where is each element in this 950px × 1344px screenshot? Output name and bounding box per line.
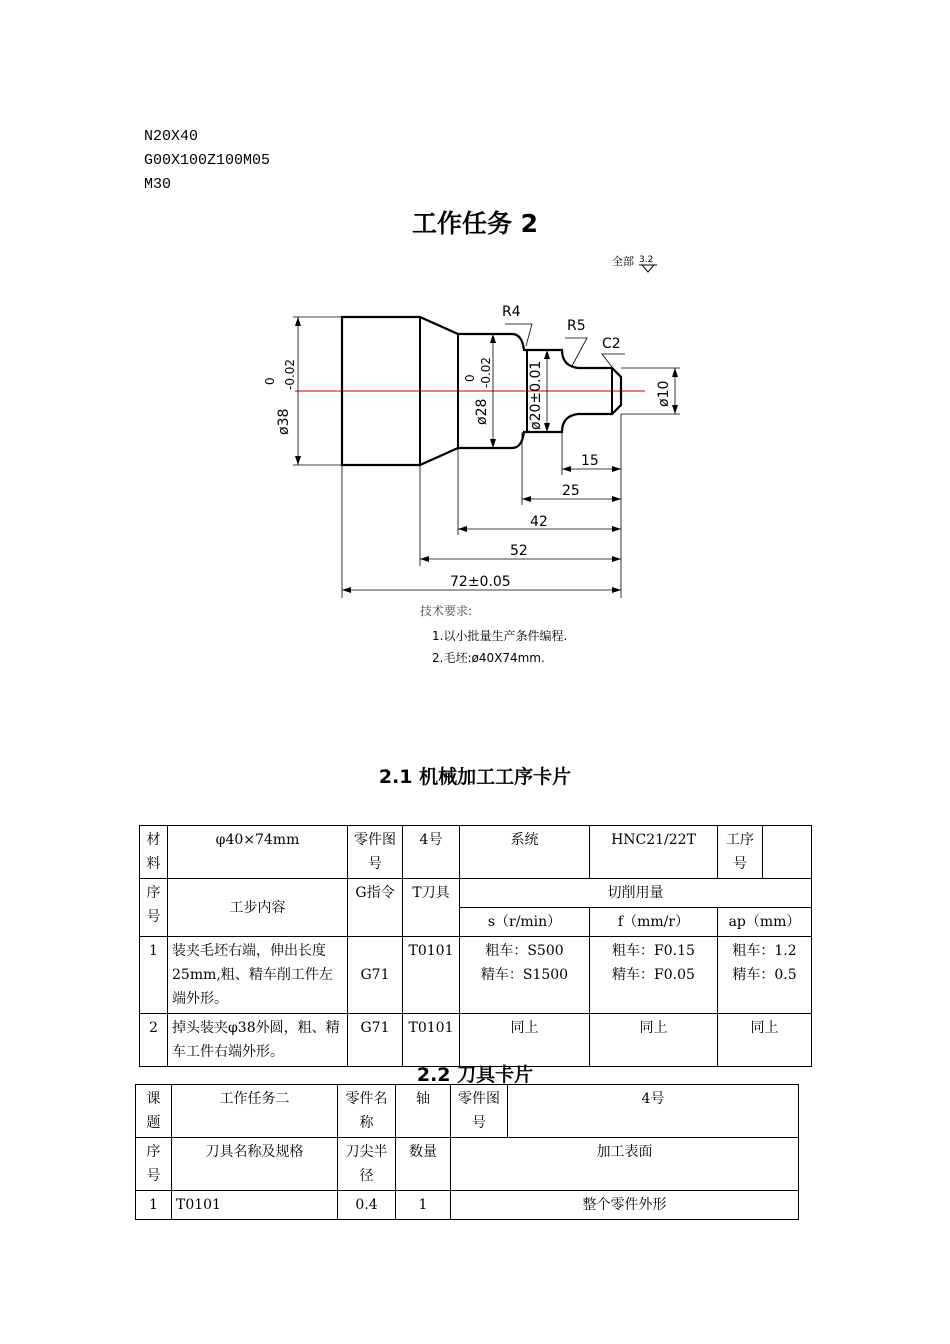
row1-seq: 1 bbox=[140, 937, 168, 1014]
section-process-card: 2.1 机械加工工序卡片 bbox=[378, 766, 572, 788]
qty-label: 数量 bbox=[396, 1138, 451, 1191]
page-title: 工作任务 2 bbox=[411, 209, 539, 238]
row1-s bbox=[460, 937, 590, 1014]
label-c2: C2 bbox=[602, 336, 621, 352]
process-card-table bbox=[139, 825, 812, 1067]
row1-ap-finish: 精车：0.5 bbox=[732, 967, 797, 983]
row2-step: 掉头装夹φ38外圆，粗、精车工件右端外形。 bbox=[168, 1014, 348, 1067]
row1-f bbox=[590, 937, 718, 1014]
drawing-no-value: 4号 bbox=[403, 826, 460, 879]
requirements-title: 技术要求: bbox=[420, 604, 473, 618]
label-d28-tol-up: 0 bbox=[463, 374, 477, 382]
tool-drawing-no-label: 零件图号 bbox=[451, 1085, 508, 1138]
label-d28-tol-low: -0.02 bbox=[479, 356, 493, 388]
tool-name-label: 刀具名称及规格 bbox=[172, 1138, 338, 1191]
code-line-2: G00X100Z100M05 bbox=[144, 152, 271, 169]
row2-g: G71 bbox=[348, 1014, 403, 1067]
row2-t: T0101 bbox=[403, 1014, 460, 1067]
row2-s: 同上 bbox=[460, 1014, 590, 1067]
section-tool-card: 2.2 刀具卡片 bbox=[416, 1064, 534, 1086]
step-label: 工步内容 bbox=[168, 879, 348, 937]
tool-row1-seq: 1 bbox=[136, 1191, 172, 1220]
part-drawing bbox=[250, 250, 710, 670]
row1-f-rough: 粗车：F0.15 bbox=[612, 943, 695, 959]
row1-step: 装夹毛坯右端，伸出长度25mm,粗、精车削工件左端外形。 bbox=[168, 937, 348, 1014]
requirement-2: 2.毛坯:ø40X74mm. bbox=[432, 651, 545, 665]
row1-f-finish: 精车：F0.05 bbox=[612, 967, 695, 983]
tool-row1-qty: 1 bbox=[396, 1191, 451, 1220]
label-d38-tol-low: -0.02 bbox=[283, 358, 297, 390]
row2-f: 同上 bbox=[590, 1014, 718, 1067]
tool-seq-label: 序号 bbox=[136, 1138, 172, 1191]
label-d20: ø20±0.01 bbox=[528, 360, 544, 430]
tool-row1-surface: 整个零件外形 bbox=[451, 1191, 799, 1220]
part-name-value: 轴 bbox=[396, 1085, 451, 1138]
row1-t: T0101 bbox=[403, 937, 460, 1014]
g-label: G指令 bbox=[348, 879, 403, 937]
label-d28: ø28 bbox=[474, 398, 490, 425]
cut-label: 切削用量 bbox=[460, 879, 812, 908]
part-name-label: 零件名称 bbox=[338, 1085, 396, 1138]
roughness-value: 3.2 bbox=[639, 255, 654, 265]
topic-label: 课题 bbox=[136, 1085, 172, 1138]
material-value: φ40×74mm bbox=[168, 826, 348, 879]
row1-s-rough: 粗车：S500 bbox=[485, 943, 564, 959]
requirement-1: 1.以小批量生产条件编程. bbox=[432, 629, 568, 643]
row2-ap: 同上 bbox=[718, 1014, 812, 1067]
label-l15: 15 bbox=[581, 453, 599, 469]
label-l42: 42 bbox=[530, 514, 548, 530]
label-r5: R5 bbox=[567, 318, 586, 334]
drawing-no-label: 零件图号 bbox=[348, 826, 403, 879]
material-label: 材料 bbox=[140, 826, 168, 879]
row1-s-finish: 精车：S1500 bbox=[480, 967, 569, 983]
system-value: HNC21/22T bbox=[590, 826, 718, 879]
radius-label: 刀尖半径 bbox=[338, 1138, 396, 1191]
code-line-1: N20X40 bbox=[144, 128, 199, 145]
system-label: 系统 bbox=[460, 826, 590, 879]
process-no-label: 工序号 bbox=[718, 826, 763, 879]
code-line-3: M30 bbox=[144, 176, 172, 193]
tool-row1-name: T0101 bbox=[172, 1191, 338, 1220]
f-label: f（mm/r） bbox=[590, 908, 718, 937]
label-l25: 25 bbox=[562, 483, 580, 499]
row1-g: G71 bbox=[348, 937, 403, 1014]
label-l52: 52 bbox=[510, 543, 528, 559]
part-drawing-svg bbox=[250, 250, 710, 670]
label-l72: 72±0.05 bbox=[450, 574, 511, 590]
row2-seq: 2 bbox=[140, 1014, 168, 1067]
label-d10: ø10 bbox=[656, 380, 672, 407]
roughness-label: 全部 bbox=[612, 255, 634, 268]
label-r4: R4 bbox=[502, 304, 521, 320]
seq-label: 序号 bbox=[140, 879, 168, 937]
ap-label: ap（mm） bbox=[718, 908, 812, 937]
tool-card-table bbox=[135, 1084, 799, 1220]
row1-ap-rough: 粗车：1.2 bbox=[732, 943, 797, 959]
label-d38: ø38 bbox=[276, 408, 292, 435]
row1-ap bbox=[718, 937, 812, 1014]
tool-drawing-no-value: 4号 bbox=[508, 1085, 799, 1138]
topic-value: 工作任务二 bbox=[172, 1085, 338, 1138]
surface-label: 加工表面 bbox=[451, 1138, 799, 1191]
label-d38-tol-up: 0 bbox=[263, 377, 277, 385]
tool-row1-radius: 0.4 bbox=[338, 1191, 396, 1220]
t-label: T刀具 bbox=[403, 879, 460, 937]
s-label: s（r/min） bbox=[460, 908, 590, 937]
process-no-value bbox=[763, 826, 812, 879]
